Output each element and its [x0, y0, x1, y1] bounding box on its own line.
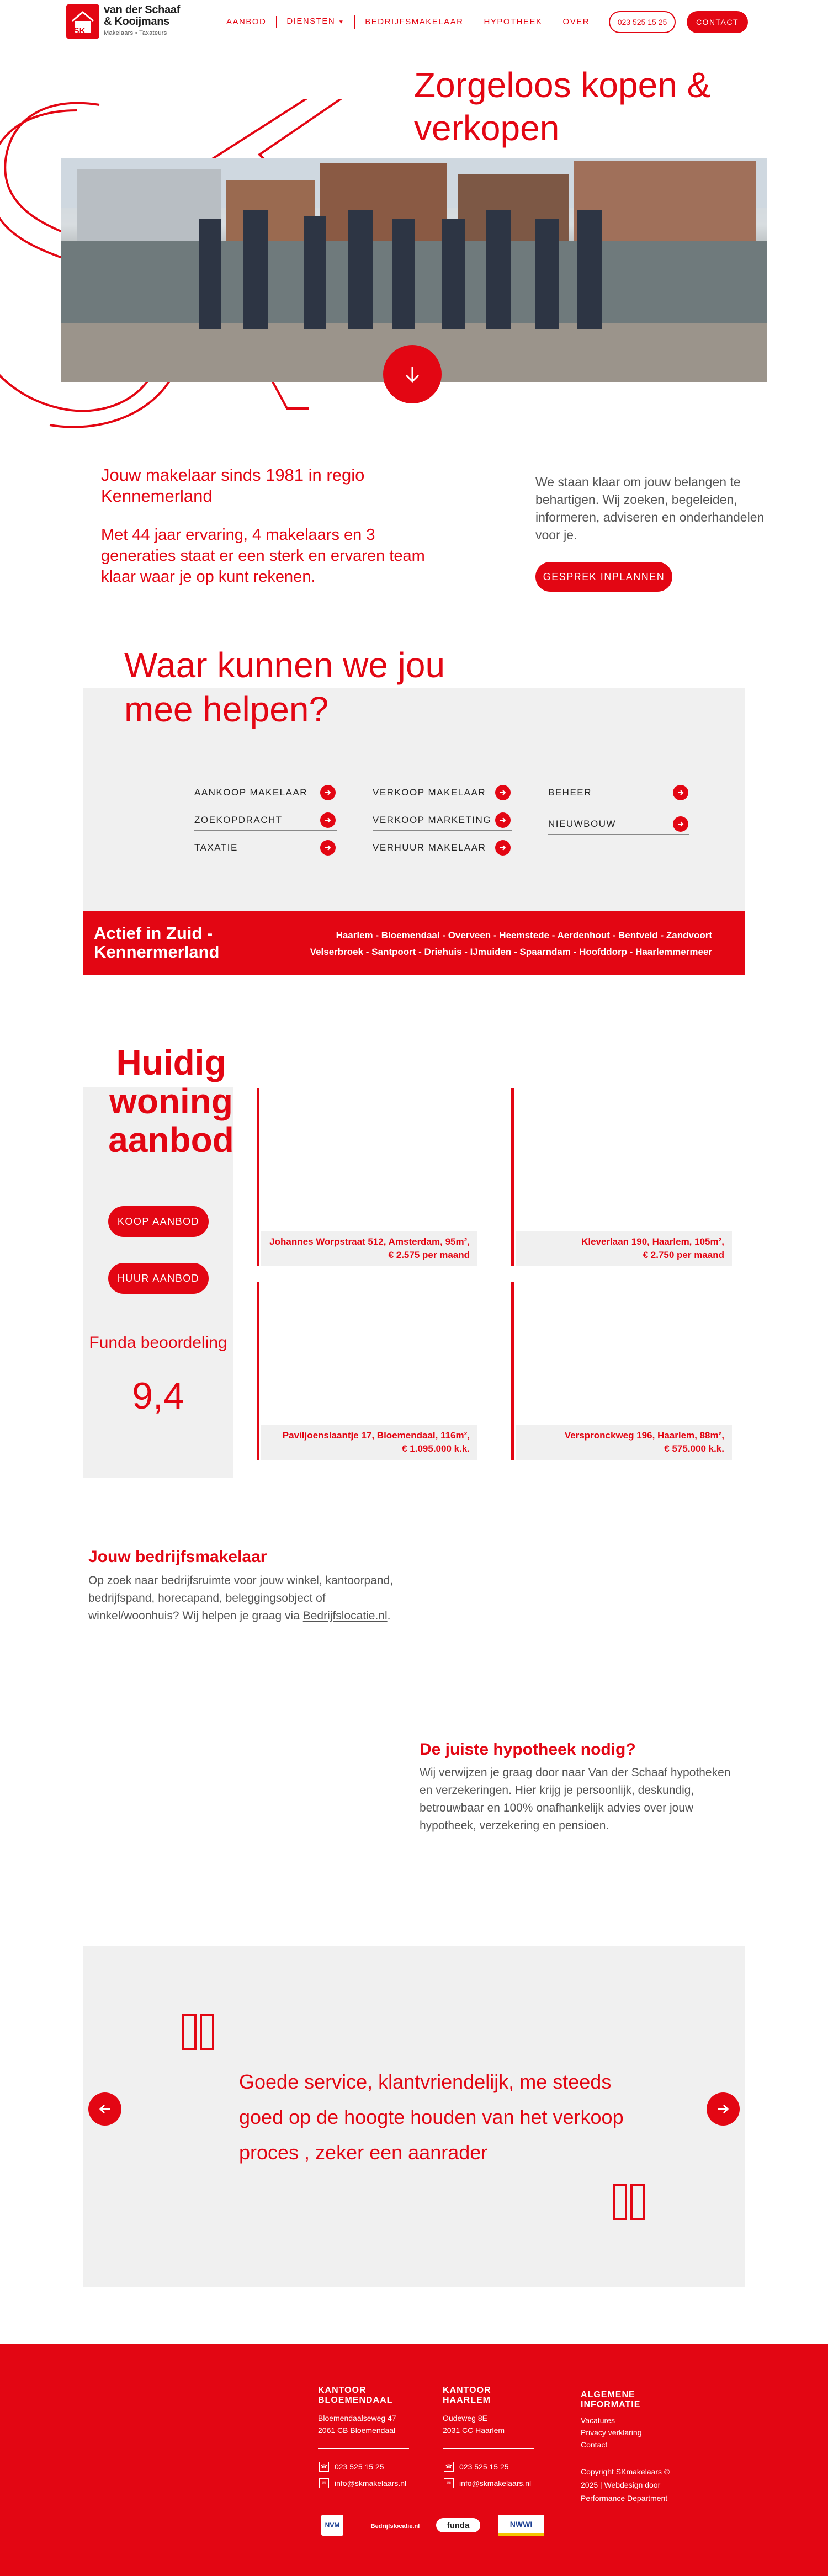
brand-name	[104, 4, 180, 28]
listing-caption	[261, 1231, 477, 1266]
footer-office2-email[interactable]: info@skmakelaars.nl	[459, 2479, 532, 2488]
service-taxatie[interactable]	[194, 837, 337, 858]
brand-tagline: Makelaars • Taxateurs	[104, 30, 167, 36]
phone-icon: ☎	[444, 2462, 454, 2472]
nav-item-hypotheek[interactable]	[474, 16, 553, 28]
listing-card[interactable]	[511, 1282, 732, 1460]
service-verkoop-makelaar[interactable]	[373, 782, 512, 803]
listing-address: Kleverlaan 190, Haarlem, 105m²,	[581, 1236, 724, 1247]
listings-title: Huidig woning aanbod	[108, 1043, 234, 1160]
footer-office1-phone[interactable]: 023 525 15 25	[335, 2462, 384, 2471]
footer-office2-title: KANTOOR HAARLEM	[443, 2386, 491, 2405]
business-broker-title: Jouw bedrijfsmakelaar	[88, 1548, 267, 1566]
listing-caption	[516, 1231, 732, 1266]
business-broker-text	[88, 1572, 420, 1625]
bedrijfslocatie-link[interactable]: Bedrijfslocatie.nl	[302, 1610, 388, 1622]
service-label: VERKOOP MAKELAAR	[373, 787, 486, 798]
nav-item-diensten[interactable]	[277, 15, 355, 29]
arrow-left-icon	[98, 2102, 112, 2116]
service-label: AANKOOP MAKELAAR	[194, 787, 308, 798]
arrow-right-icon	[320, 840, 336, 856]
footer-office2-phone[interactable]: 023 525 15 25	[459, 2462, 509, 2471]
email-icon: ✉	[319, 2478, 329, 2488]
listing-caption	[516, 1425, 732, 1460]
places-line: Velserbroek - Santpoort - Driehuis - IJmuiden - Spaarndam - Hoofddorp - Haarlemmermeer	[310, 947, 712, 957]
service-label: VERKOOP MARKETING	[373, 814, 492, 825]
arrow-right-icon	[716, 2102, 730, 2116]
bedrijfslocatie-logo[interactable]: Bedrijfslocatie.nl	[370, 2523, 420, 2530]
intro-title: Jouw makelaar sinds 1981 in regio Kennemerland	[101, 465, 365, 506]
arrow-right-icon	[673, 785, 688, 800]
phone-button[interactable]: 023 525 15 25	[609, 11, 676, 33]
footer-general-title: ALGEMENE INFORMATIE	[581, 2390, 641, 2409]
service-nieuwbouw[interactable]	[548, 814, 689, 835]
email-icon: ✉	[444, 2478, 454, 2488]
arrow-right-icon	[673, 816, 688, 832]
service-verkoop-marketing[interactable]	[373, 810, 512, 831]
buy-listings-button[interactable]: KOOP AANBOD	[108, 1206, 209, 1237]
service-aankoop-makelaar[interactable]	[194, 782, 337, 803]
logo-monogram: SK	[73, 26, 86, 36]
arrow-right-icon	[495, 840, 511, 856]
service-label: BEHEER	[548, 787, 592, 798]
listing-price: € 575.000 k.k.	[664, 1443, 724, 1454]
intro-subtitle: Met 44 jaar ervaring, 4 makelaars en 3 generaties staat er een sterk en ervaren team klaar waar je op kunt rekenen.	[101, 526, 425, 586]
footer-office2-street: Oudeweg 8E	[443, 2414, 487, 2423]
footer-link-privacy[interactable]: Privacy verklaring	[581, 2428, 642, 2437]
footer	[0, 2344, 828, 2576]
review-text: Goede service, klantvriendelijk, me steeds goed op de hoogte houden van het verkoop proces , zeker een aanrader	[239, 2070, 624, 2164]
nav-label: OVER	[562, 17, 590, 26]
funda-rating-label: Funda beoordeling	[89, 1334, 227, 1352]
listing-price: € 1.095.000 k.k.	[402, 1443, 470, 1454]
service-beheer[interactable]	[548, 782, 689, 803]
main-nav	[216, 15, 599, 29]
nav-item-over[interactable]	[553, 16, 600, 28]
footer-office1-title: KANTOOR BLOEMENDAAL	[318, 2386, 393, 2405]
footer-link-vacatures[interactable]: Vacatures	[581, 2416, 615, 2425]
hero-title: Zorgeloos kopen & verkopen	[414, 65, 711, 148]
arrow-right-icon	[320, 812, 336, 828]
service-label: VERHUUR MAKELAAR	[373, 842, 486, 853]
rent-listings-button[interactable]: HUUR AANBOD	[108, 1263, 209, 1294]
arrow-right-icon	[320, 785, 336, 800]
scroll-down-button[interactable]	[383, 345, 442, 403]
active-region-places	[309, 927, 712, 960]
listing-address: Verspronckweg 196, Haarlem, 88m²,	[564, 1430, 724, 1441]
nav-item-bedrijfsmakelaar[interactable]	[355, 16, 474, 28]
footer-divider	[443, 2448, 534, 2449]
nav-item-aanbod[interactable]	[216, 16, 277, 28]
mortgage-title: De juiste hypotheek nodig?	[420, 1740, 636, 1759]
active-region-title: Actief in Zuid - Kennermerland	[94, 923, 220, 962]
listing-card[interactable]	[257, 1282, 477, 1460]
business-broker-end: .	[387, 1610, 391, 1622]
service-label: TAXATIE	[194, 842, 238, 853]
nav-label: HYPOTHEEK	[484, 17, 543, 26]
footer-office1-city: 2061 CB Bloemendaal	[318, 2426, 396, 2435]
footer-office1-street: Bloemendaalseweg 47	[318, 2414, 396, 2423]
brand-name-line2: & Kooijmans	[104, 15, 169, 28]
quote-close-icon	[613, 2184, 646, 2222]
arrow-down-icon	[401, 363, 423, 385]
listing-caption	[261, 1425, 477, 1460]
nav-label: BEDRIJFSMAKELAAR	[365, 17, 464, 26]
listing-price: € 2.575 per maand	[388, 1250, 470, 1260]
quote-open-icon	[182, 2014, 215, 2052]
footer-link-contact[interactable]: Contact	[581, 2440, 608, 2449]
phone-icon: ☎	[319, 2462, 329, 2472]
mortgage-text: Wij verwijzen je graag door naar Van der Schaaf hypotheken en verzekeringen. Hier krijg je persoonlijk, deskundig, betrouwbaar en 100% onafhankelijk advies over jouw hypotheek, verzekering en pensioen.	[420, 1766, 731, 1832]
listing-card[interactable]	[257, 1088, 477, 1266]
nav-label: AANBOD	[226, 17, 267, 26]
nvm-logo[interactable]: NVM	[321, 2515, 343, 2536]
funda-rating-score: 9,4	[132, 1375, 184, 1417]
funda-logo[interactable]: funda	[436, 2518, 480, 2532]
review-next-button[interactable]	[707, 2092, 740, 2126]
brand-name-line1: van der Schaaf	[104, 4, 181, 16]
arrow-right-icon	[495, 785, 511, 800]
footer-office1-email[interactable]: info@skmakelaars.nl	[335, 2479, 407, 2488]
schedule-meeting-button[interactable]: GESPREK INPLANNEN	[535, 562, 672, 592]
service-label: ZOEKOPDRACHT	[194, 814, 283, 825]
nwwi-logo[interactable]: NWWI	[498, 2515, 544, 2536]
intro-text: We staan klaar om jouw belangen te behartigen. Wij zoeken, begeleiden, informeren, adviseren en onderhandelen voor je.	[535, 475, 765, 542]
service-verhuur-makelaar[interactable]	[373, 837, 512, 858]
service-zoekopdracht[interactable]	[194, 810, 337, 831]
footer-office2-city: 2031 CC Haarlem	[443, 2426, 505, 2435]
listing-price: € 2.750 per maand	[643, 1250, 724, 1260]
places-line: Haarlem - Bloemendaal - Overveen - Heemstede - Aerdenhout - Bentveld - Zandvoort	[336, 930, 712, 941]
footer-copyright: Copyright SKmakelaars © 2025 | Webdesign door Performance Department	[581, 2467, 670, 2503]
caret-down-icon: ▼	[338, 19, 345, 25]
contact-button[interactable]: CONTACT	[687, 11, 748, 33]
service-label: NIEUWBOUW	[548, 818, 617, 829]
business-broker-body: Op zoek naar bedrijfsruimte voor jouw winkel, kantoorpand, bedrijfspand, horecapand, beleggingsobject of winkel/woonhuis? Wij helpen je graag via	[88, 1574, 394, 1622]
review-prev-button[interactable]	[88, 2092, 121, 2126]
services-title: Waar kunnen we jou mee helpen?	[124, 645, 445, 729]
nav-label: DIENSTEN	[286, 17, 336, 26]
listing-card[interactable]	[511, 1088, 732, 1266]
arrow-right-icon	[495, 812, 511, 828]
footer-divider	[318, 2448, 409, 2449]
listing-address: Paviljoenslaantje 17, Bloemendaal, 116m²,	[282, 1430, 470, 1441]
listing-address: Johannes Worpstraat 512, Amsterdam, 95m²,	[269, 1236, 470, 1247]
